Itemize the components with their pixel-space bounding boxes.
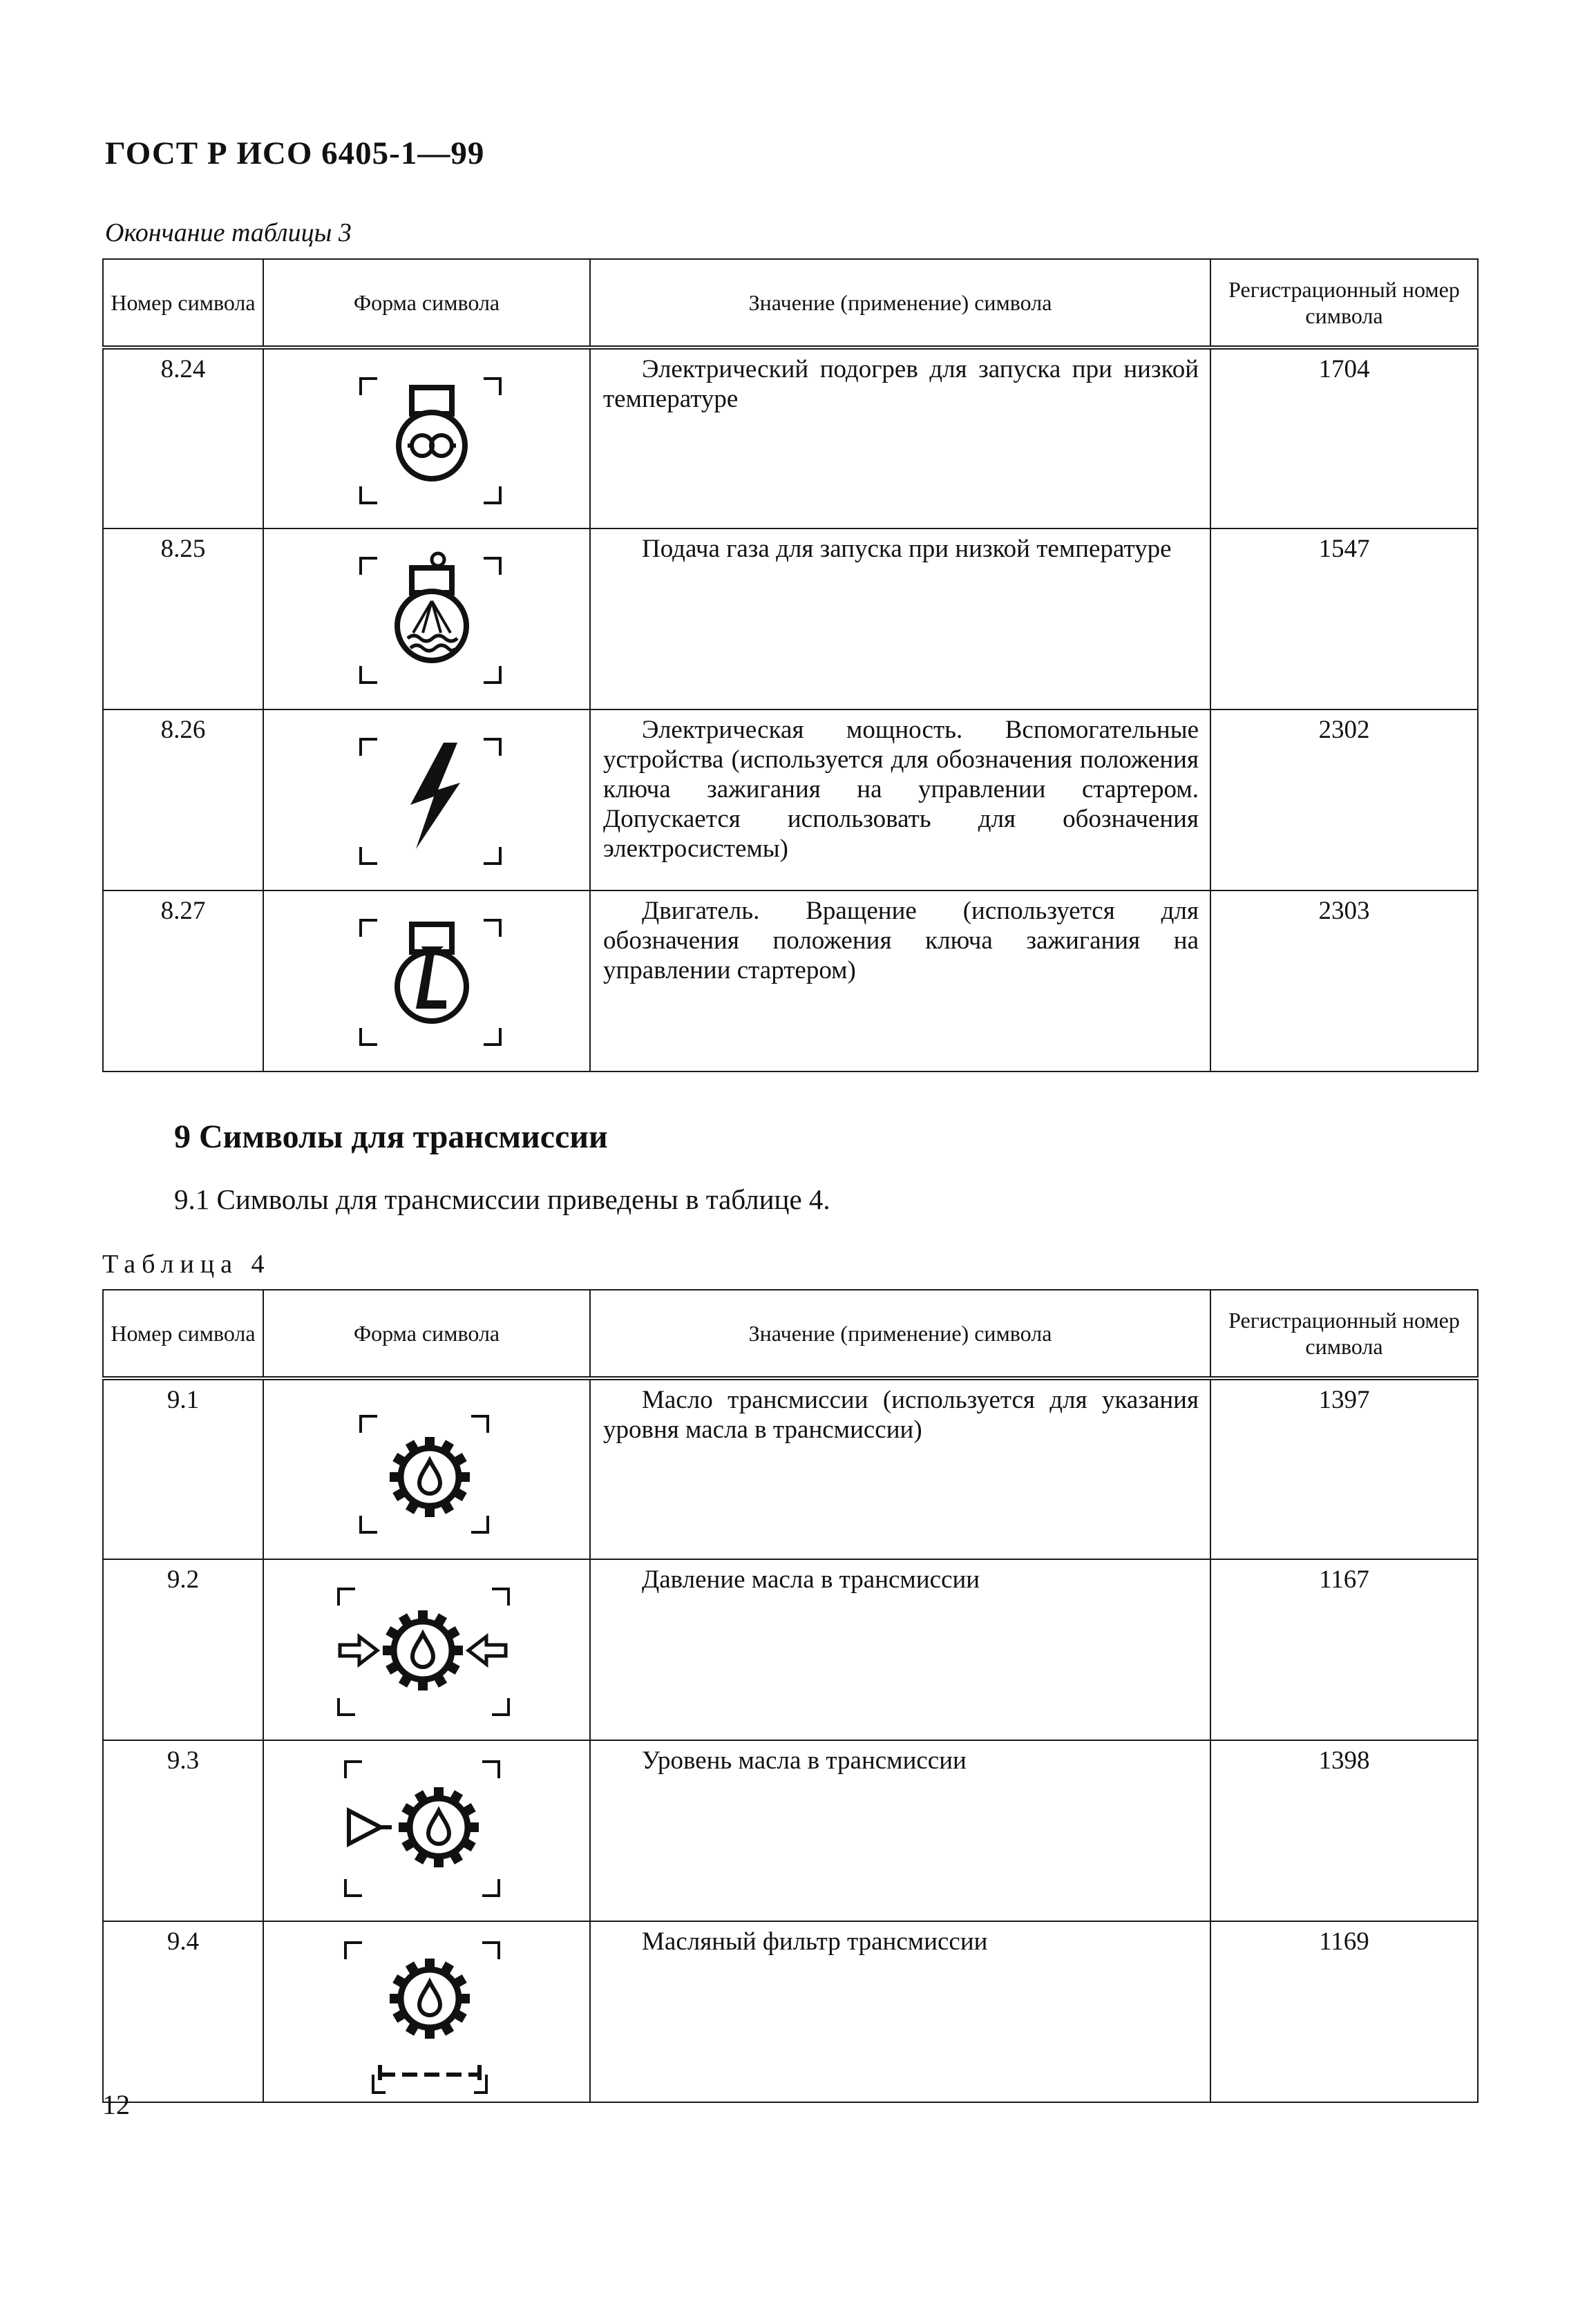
col-header-meaning: Значение (применение) символа: [590, 259, 1210, 347]
electric-preheat-engine-icon: [387, 381, 477, 484]
registration-number: 1397: [1210, 1378, 1478, 1559]
table3-header-row: [103, 259, 1478, 347]
section-paragraph: 9.1 Символы для трансмиссии приведены в таблице 4.: [174, 1183, 830, 1215]
registration-number: 2302: [1210, 709, 1478, 890]
symbol-number: 9.3: [103, 1740, 263, 1921]
section-title: 9 Символы для трансмиссии: [174, 1118, 608, 1155]
symbol-number: 8.27: [103, 890, 263, 1071]
engine-rotation-icon: [387, 919, 477, 1029]
col-header-shape: Форма символа: [263, 259, 590, 347]
table-row: [103, 1921, 1478, 2102]
table-row: [103, 1740, 1478, 1921]
symbol-number: 9.4: [103, 1921, 263, 2102]
symbol-number: 8.24: [103, 347, 263, 528]
symbol-meaning: Масляный фильтр трансмиссии: [590, 1921, 1210, 2102]
table4-continuation-mask: [102, 2114, 1477, 2321]
col-header-reg-number: Регистрационный номер символа: [1210, 259, 1478, 347]
symbol-meaning: Двигатель. Вращение (используется для обозначения положения ключа зажигания на управлении стартером): [590, 890, 1210, 1071]
col-header-reg-number: Регистрационный номер символа: [1210, 1290, 1478, 1378]
table4-header-row: [103, 1290, 1478, 1378]
gas-feed-engine-icon: [387, 550, 477, 667]
symbol-meaning: Электрический подогрев для запуска при низкой температуре: [590, 347, 1210, 528]
table-row: [103, 890, 1478, 1071]
symbol-shape-cell: [263, 1740, 590, 1921]
symbol-number: 9.1: [103, 1378, 263, 1559]
gear-oil-filter-icon: [368, 1947, 492, 2106]
gear-oil-pressure-icon: [333, 1599, 513, 1702]
symbol-shape-cell: [263, 528, 590, 709]
symbol-number: 9.2: [103, 1559, 263, 1740]
symbol-shape-cell: [263, 1559, 590, 1740]
symbol-number: 8.25: [103, 528, 263, 709]
table-row: [103, 1559, 1478, 1740]
table-row: [103, 709, 1478, 890]
table3-caption: Окончание таблицы 3: [105, 218, 352, 247]
symbol-meaning: Масло трансмиссии (используется для указания уровня масла в трансмиссии): [590, 1378, 1210, 1559]
symbol-shape-cell: [263, 709, 590, 890]
registration-number: 1167: [1210, 1559, 1478, 1740]
table-row: [103, 528, 1478, 709]
table-row: [103, 347, 1478, 528]
registration-number: 1704: [1210, 347, 1478, 528]
col-header-number: Номер символа: [103, 259, 263, 347]
gear-oil-level-icon: [344, 1775, 503, 1879]
table4-caption: Таблица 4: [102, 1250, 271, 1279]
lightning-bolt-icon: [388, 741, 478, 852]
symbol-meaning: Электрическая мощность. Вспомогательные устройства (используется для обозначения положения ключа зажигания на управлении стартером. Допускается использовать для обозначения электросистемы): [590, 709, 1210, 890]
table4: [102, 1289, 1479, 2103]
registration-number: 1547: [1210, 528, 1478, 709]
symbol-meaning: Подача газа для запуска при низкой температуре: [590, 528, 1210, 709]
col-header-number: Номер символа: [103, 1290, 263, 1378]
col-header-shape: Форма символа: [263, 1290, 590, 1378]
registration-number: 1169: [1210, 1921, 1478, 2102]
registration-number: 1398: [1210, 1740, 1478, 1921]
page-header: ГОСТ Р ИСО 6405-1—99: [105, 135, 485, 171]
symbol-shape-cell: [263, 1378, 590, 1559]
col-header-meaning: Значение (применение) символа: [590, 1290, 1210, 1378]
symbol-shape-cell: [263, 890, 590, 1071]
table3: [102, 258, 1479, 1072]
symbol-number: 8.26: [103, 709, 263, 890]
gear-oil-drop-icon: [381, 1429, 478, 1525]
registration-number: 2303: [1210, 890, 1478, 1071]
symbol-meaning: Уровень масла в трансмиссии: [590, 1740, 1210, 1921]
table-row: [103, 1378, 1478, 1559]
page-number: 12: [102, 2089, 130, 2120]
symbol-shape-cell: [263, 347, 590, 528]
symbol-meaning: Давление масла в трансмиссии: [590, 1559, 1210, 1740]
symbol-shape-cell: [263, 1921, 590, 2102]
